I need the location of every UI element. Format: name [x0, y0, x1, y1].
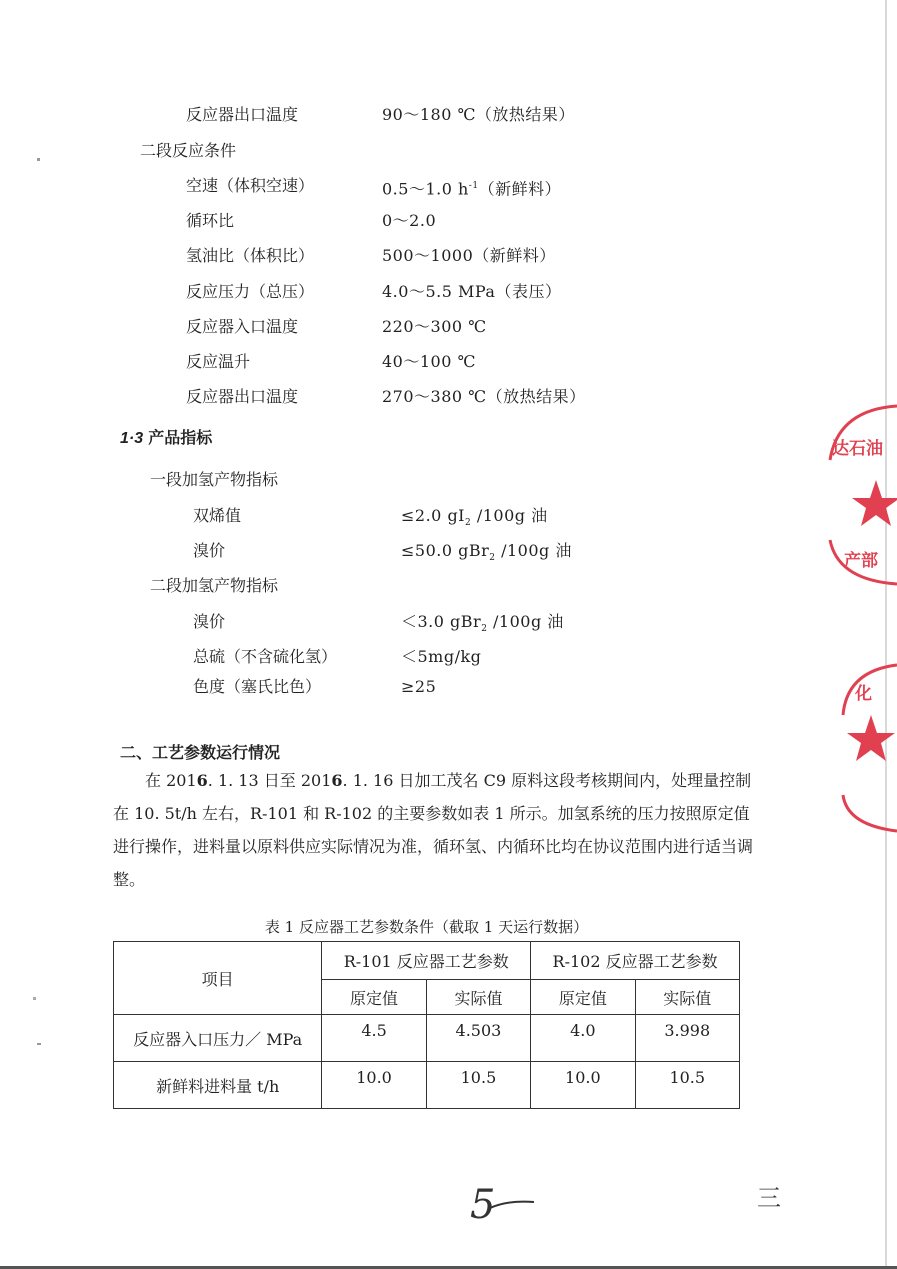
bromine1-spec	[401, 541, 572, 568]
row-label-pressure: 反应器入口压力／ MPa	[114, 1015, 322, 1062]
recycle-ratio-value: 0～2.0	[382, 211, 437, 230]
table-cell: 10.0	[531, 1062, 635, 1109]
sub-original-2: 原定值	[531, 980, 635, 1015]
r1-outlet-temp-label: 反应器出口温度	[186, 105, 299, 124]
table-cell: 10.5	[426, 1062, 530, 1109]
bromine2-spec	[401, 612, 564, 639]
temp-rise-label: 反应温升	[186, 352, 251, 371]
table-cell: 4.503	[426, 1015, 530, 1062]
bromine1-unit: /100g 油	[495, 541, 572, 560]
stage2-conditions-title: 二段反应条件	[140, 141, 237, 160]
outlet-temp-label: 反应器出口温度	[186, 387, 299, 406]
header-r102: R-102 反应器工艺参数	[531, 942, 740, 980]
h2-oil-ratio-value: 500～1000（新鲜料）	[382, 246, 556, 265]
reaction-pressure-label: 反应压力（总压）	[186, 282, 315, 301]
row-label-feed-rate: 新鲜料进料量 t/h	[114, 1062, 322, 1109]
bromine1-main: ≤50.0 gBr	[401, 541, 490, 560]
bromine1-subscript: 2	[489, 553, 496, 564]
sub-actual-1: 实际值	[426, 980, 530, 1015]
diene-unit: /100g 油	[471, 506, 548, 525]
space-velocity-note: （新鲜料）	[478, 179, 562, 199]
space-velocity-unit-sup: -1	[468, 181, 479, 191]
diene-main: ≤2.0 gI	[401, 506, 465, 525]
table-cell: 4.0	[531, 1015, 635, 1062]
bromine2-subscript: 2	[481, 624, 488, 635]
sub-original-1: 原定值	[322, 980, 426, 1015]
table-cell: 10.5	[635, 1062, 739, 1109]
para-bold-digit-2: 6	[331, 771, 343, 790]
inlet-temp-value: 220～300 ℃	[382, 317, 487, 336]
scan-edge-right	[885, 0, 887, 1269]
outlet-temp-value: 270～380 ℃（放热结果）	[382, 387, 586, 406]
para-bold-digit-1: 6	[196, 771, 208, 790]
bromine2-main: ＜3.0 gBr	[401, 612, 482, 631]
section-1-3-heading	[120, 428, 212, 449]
table-header-row	[114, 942, 740, 980]
seal-stamp-upper	[818, 400, 897, 590]
seal-stamp-lower	[835, 655, 897, 840]
para-text-c: . 1. 13 日至 201	[207, 771, 332, 790]
stage2-product-title: 二段加氢产物指标	[150, 576, 279, 595]
handwritten-signature: 5	[470, 1182, 496, 1228]
table-row	[114, 1062, 740, 1109]
seal-star-icon	[847, 715, 895, 761]
table-cell: 4.5	[322, 1015, 426, 1062]
para-text-a: 在 201	[145, 771, 197, 790]
temp-rise-value: 40～100 ℃	[382, 352, 476, 371]
process-parameter-table	[113, 941, 740, 1109]
total-sulfur-value: ＜5mg/kg	[401, 647, 482, 666]
diene-value-label: 双烯值	[193, 506, 242, 525]
para-text-e: . 1. 16 日加工茂名 C9 原料这段考核期间内，处理量控制在 10. 5t/h 左右，R-101 和 R-102 的主要参数如表 1 所示。加氢系统的压力按照原定值进行操作，进料量以原料供应实际情况为准，循环氢、内循环比均在协议范围内进行适当调整。	[113, 771, 754, 889]
bromine2-unit: /100g 油	[487, 612, 564, 631]
diene-value-spec	[401, 506, 548, 533]
table-cell: 10.0	[322, 1062, 426, 1109]
page-mark: 三	[757, 1184, 781, 1212]
bromine1-label: 溴价	[193, 541, 226, 560]
section-2-heading: 二、工艺参数运行情况	[120, 743, 281, 762]
signature-stroke	[488, 1196, 538, 1216]
table-cell: 3.998	[635, 1015, 739, 1062]
section-title: 产品指标	[148, 428, 213, 447]
recycle-ratio-label: 循环比	[186, 211, 235, 230]
section-number: 1·3	[120, 430, 144, 447]
section-2-paragraph	[113, 764, 763, 896]
space-velocity-value	[382, 176, 561, 199]
h2-oil-ratio-label: 氢油比（体积比）	[186, 246, 315, 265]
inlet-temp-label: 反应器入口温度	[186, 317, 299, 336]
stage1-product-title: 一段加氢产物指标	[150, 470, 279, 489]
scan-speck	[37, 158, 40, 161]
total-sulfur-label: 总硫（不含硫化氢）	[193, 647, 338, 666]
space-velocity-main: 0.5～1.0 h	[382, 179, 469, 199]
space-velocity-label: 空速（体积空速）	[186, 176, 315, 195]
sub-actual-2: 实际值	[635, 980, 739, 1015]
header-r101: R-101 反应器工艺参数	[322, 942, 531, 980]
scan-speck	[37, 1043, 41, 1045]
table-caption: 表 1 反应器工艺参数条件（截取 1 天运行数据）	[264, 918, 589, 936]
bromine2-label: 溴价	[193, 612, 226, 631]
r1-outlet-temp-value: 90～180 ℃（放热结果）	[382, 105, 575, 124]
color-value: ≥25	[401, 677, 437, 696]
diene-subscript: 2	[465, 518, 472, 529]
scan-speck	[33, 997, 36, 1000]
reaction-pressure-value: 4.0～5.5 MPa（表压）	[382, 282, 562, 301]
seal-star-icon	[852, 480, 897, 526]
header-item: 项目	[114, 942, 322, 1015]
table-row	[114, 1015, 740, 1062]
seal-lower-text-top: 化	[855, 684, 872, 704]
seal-upper-text-top: 达石油	[832, 439, 883, 459]
seal-upper-text-bottom: 产部	[844, 551, 878, 571]
color-label: 色度（塞氏比色）	[193, 677, 322, 696]
